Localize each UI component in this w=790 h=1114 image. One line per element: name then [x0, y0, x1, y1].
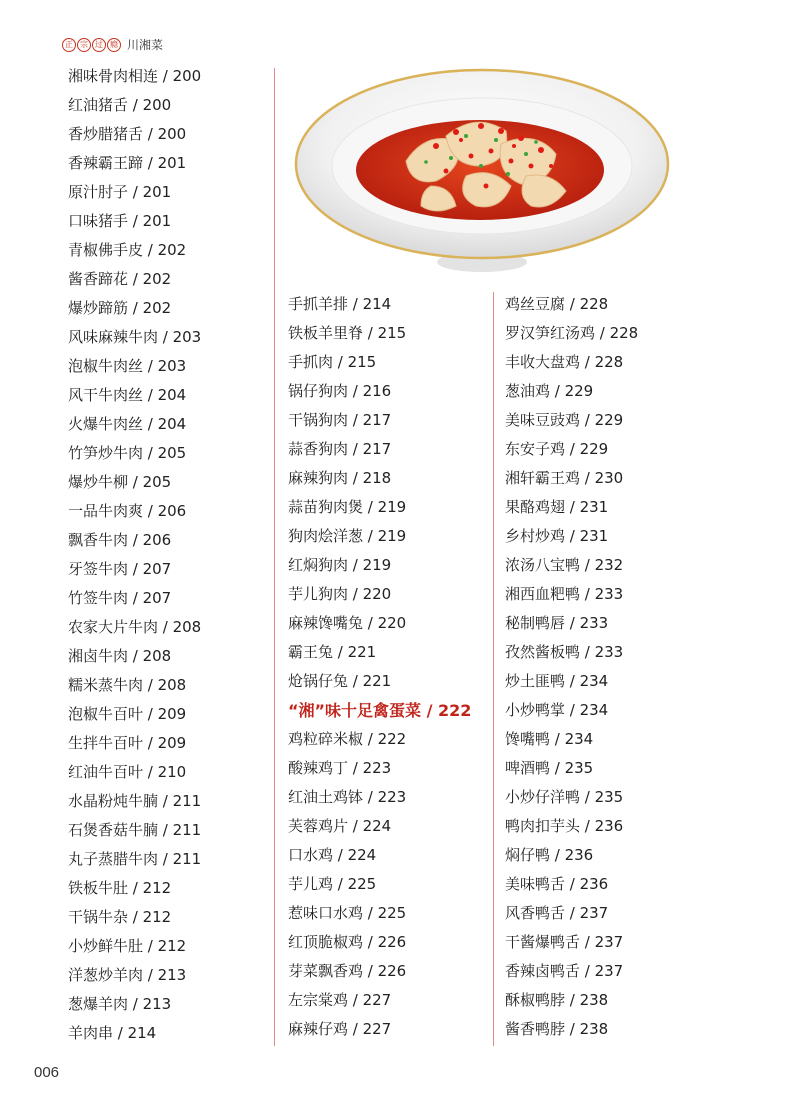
toc-entry: 罗汉笋红汤鸡 / 228 — [505, 324, 639, 342]
toc-entry: 湘西血粑鸭 / 233 — [505, 585, 624, 603]
dish-photo — [286, 66, 678, 278]
toc-entry: 芋儿狗肉 / 220 — [288, 585, 392, 603]
toc-entry: 湘味骨肉相连 / 200 — [68, 67, 202, 85]
toc-entry: 芽菜飘香鸡 / 226 — [288, 962, 407, 980]
toc-entry: 火爆牛肉丝 / 204 — [68, 415, 187, 433]
toc-entry: 红油牛百叶 / 210 — [68, 763, 187, 781]
toc-entry: 鸡丝豆腐 / 228 — [505, 295, 609, 313]
toc-entry: 红顶脆椒鸡 / 226 — [288, 933, 407, 951]
toc-entry: 红焖狗肉 / 219 — [288, 556, 392, 574]
toc-entry: 竹笋炒牛肉 / 205 — [68, 444, 187, 462]
toc-entry: 秘制鸭唇 / 233 — [505, 614, 609, 632]
seal-char: 瘾 — [107, 38, 121, 52]
toc-column-2 — [288, 290, 471, 1044]
toc-entry: 果酪鸡翅 / 231 — [505, 498, 609, 516]
toc-entry: 一品牛肉爽 / 206 — [68, 502, 187, 520]
toc-entry: 干锅牛杂 / 212 — [68, 908, 172, 926]
toc-entry: 风干牛肉丝 / 204 — [68, 386, 187, 404]
toc-entry: 酸辣鸡丁 / 223 — [288, 759, 392, 777]
toc-entry: 香辣霸王蹄 / 201 — [68, 154, 187, 172]
toc-entry: 麻辣仔鸡 / 227 — [288, 1020, 392, 1038]
toc-entry: 红油猪舌 / 200 — [68, 96, 172, 114]
toc-entry: 芙蓉鸡片 / 224 — [288, 817, 392, 835]
toc-entry: 农家大片牛肉 / 208 — [68, 618, 202, 636]
toc-entry: 石煲香菇牛腩 / 211 — [68, 821, 202, 839]
toc-entry: 孜然酱板鸭 / 233 — [505, 643, 624, 661]
toc-entry: 麻辣馋嘴兔 / 220 — [288, 614, 407, 632]
toc-entry: 锅仔狗肉 / 216 — [288, 382, 392, 400]
toc-entry: 风味麻辣牛肉 / 203 — [68, 328, 202, 346]
toc-entry: 原汁肘子 / 201 — [68, 183, 172, 201]
toc-entry: 牙签牛肉 / 207 — [68, 560, 172, 578]
toc-entry: 风香鸭舌 / 237 — [505, 904, 609, 922]
toc-entry: 香辣卤鸭舌 / 237 — [505, 962, 624, 980]
toc-column-1 — [68, 62, 201, 1048]
seal-char: 过 — [92, 38, 106, 52]
toc-entry: 湘轩霸王鸡 / 230 — [505, 469, 624, 487]
toc-entry: 香炒腊猪舌 / 200 — [68, 125, 187, 143]
toc-entry: 美味豆豉鸡 / 229 — [505, 411, 624, 429]
column-divider — [493, 292, 494, 1046]
toc-entry: 啤酒鸭 / 235 — [505, 759, 594, 777]
toc-entry: 手抓肉 / 215 — [288, 353, 377, 371]
toc-entry: 飘香牛肉 / 206 — [68, 531, 172, 549]
toc-entry: 丰收大盘鸡 / 228 — [505, 353, 624, 371]
toc-entry: 干锅狗肉 / 217 — [288, 411, 392, 429]
toc-entry: 蒜香狗肉 / 217 — [288, 440, 392, 458]
seal-char: 正 — [62, 38, 76, 52]
toc-entry: 霸王兔 / 221 — [288, 643, 377, 661]
seal-logo — [62, 38, 121, 52]
toc-entry: 惹味口水鸡 / 225 — [288, 904, 407, 922]
toc-entry: 酱香鸭脖 / 238 — [505, 1020, 609, 1038]
toc-entry: 爆炒牛柳 / 205 — [68, 473, 172, 491]
toc-entry: 口味猪手 / 201 — [68, 212, 172, 230]
toc-entry: 酱香蹄花 / 202 — [68, 270, 172, 288]
toc-entry: 小炒鸭掌 / 234 — [505, 701, 609, 719]
toc-entry: 炝锅仔兔 / 221 — [288, 672, 392, 690]
toc-entry: 干酱爆鸭舌 / 237 — [505, 933, 624, 951]
toc-entry: 泡椒牛肉丝 / 203 — [68, 357, 187, 375]
toc-entry: 左宗棠鸡 / 227 — [288, 991, 392, 1009]
toc-entry: 湘卤牛肉 / 208 — [68, 647, 172, 665]
page-header — [62, 36, 163, 53]
toc-entry: 糯米蒸牛肉 / 208 — [68, 676, 187, 694]
toc-entry: 铁板羊里脊 / 215 — [288, 324, 407, 342]
seal-char: 宗 — [77, 38, 91, 52]
page-number: 006 — [34, 1064, 60, 1081]
toc-entry: 东安子鸡 / 229 — [505, 440, 609, 458]
toc-entry: 乡村炒鸡 / 231 — [505, 527, 609, 545]
toc-entry: 鸡粒碎米椒 / 222 — [288, 730, 407, 748]
toc-entry: 麻辣狗肉 / 218 — [288, 469, 392, 487]
toc-entry: 小炒鲜牛肚 / 212 — [68, 937, 187, 955]
toc-entry: 洋葱炒羊肉 / 213 — [68, 966, 187, 984]
toc-entry: 羊肉串 / 214 — [68, 1024, 157, 1042]
toc-entry: 蒜苗狗肉煲 / 219 — [288, 498, 407, 516]
toc-entry: 美味鸭舌 / 236 — [505, 875, 609, 893]
toc-entry: 青椒佛手皮 / 202 — [68, 241, 187, 259]
toc-entry: 爆炒蹄筋 / 202 — [68, 299, 172, 317]
toc-entry: 泡椒牛百叶 / 209 — [68, 705, 187, 723]
toc-entry: 小炒仔洋鸭 / 235 — [505, 788, 624, 806]
toc-entry: 红油土鸡钵 / 223 — [288, 788, 407, 806]
toc-section-heading: “湘”味十足禽蛋菜 / 222 — [288, 701, 472, 720]
toc-entry: 葱爆羊肉 / 213 — [68, 995, 172, 1013]
toc-entry: 手抓羊排 / 214 — [288, 295, 392, 313]
toc-column-3 — [505, 290, 638, 1044]
toc-entry: 竹签牛肉 / 207 — [68, 589, 172, 607]
toc-entry: 丸子蒸腊牛肉 / 211 — [68, 850, 202, 868]
toc-entry: 生拌牛百叶 / 209 — [68, 734, 187, 752]
toc-entry: 口水鸡 / 224 — [288, 846, 377, 864]
toc-entry: 狗肉烩洋葱 / 219 — [288, 527, 407, 545]
toc-entry: 酥椒鸭脖 / 238 — [505, 991, 609, 1009]
toc-entry: 水晶粉炖牛腩 / 211 — [68, 792, 202, 810]
header-title: 川湘菜 — [127, 38, 164, 52]
toc-entry: 炒土匪鸭 / 234 — [505, 672, 609, 690]
toc-entry: 芋儿鸡 / 225 — [288, 875, 377, 893]
toc-entry: 浓汤八宝鸭 / 232 — [505, 556, 624, 574]
toc-entry: 葱油鸡 / 229 — [505, 382, 594, 400]
toc-entry: 鸭肉扣芋头 / 236 — [505, 817, 624, 835]
column-divider — [274, 68, 275, 1046]
toc-entry: 铁板牛肚 / 212 — [68, 879, 172, 897]
toc-entry: 馋嘴鸭 / 234 — [505, 730, 594, 748]
toc-entry: 焖仔鸭 / 236 — [505, 846, 594, 864]
